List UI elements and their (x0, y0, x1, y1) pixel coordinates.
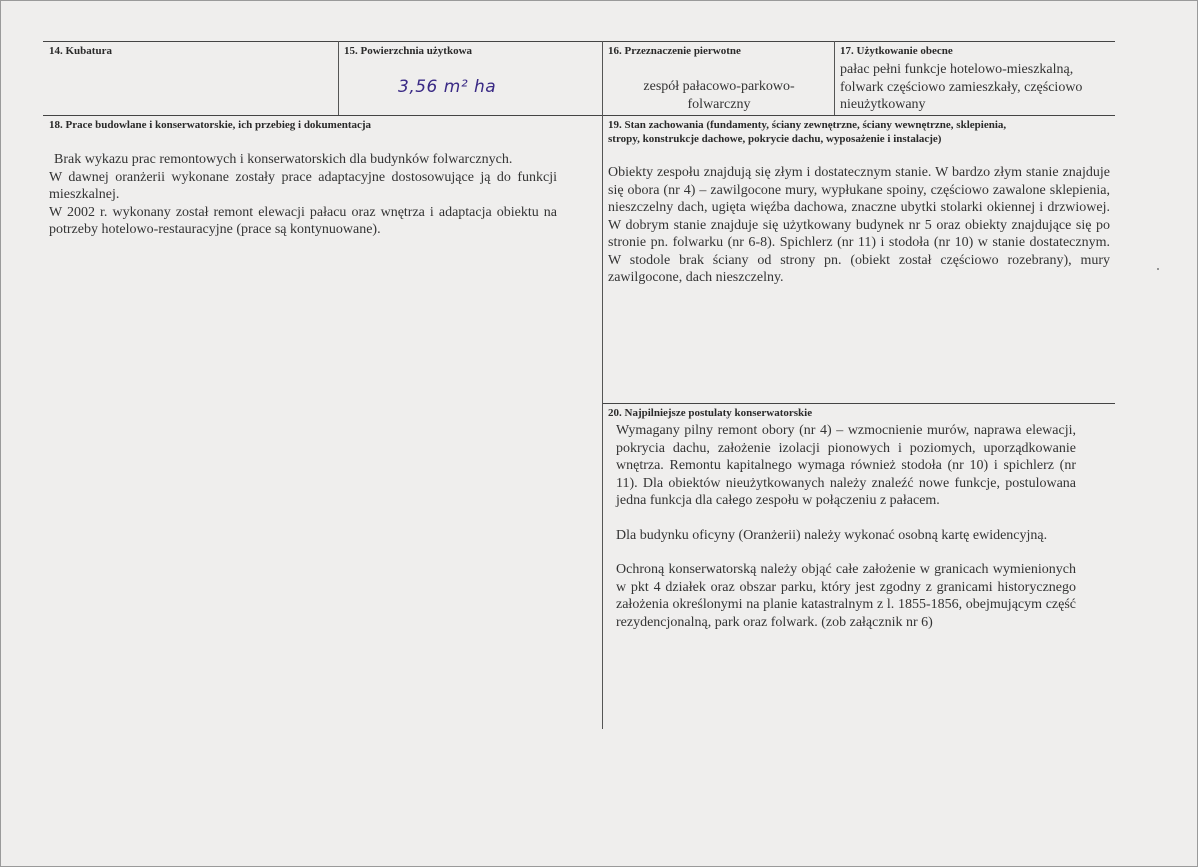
field-20-paragraph-2: Dla budynku oficyny (Oranżerii) należy wykonać osobną kartę ewidencyjną. (616, 527, 1048, 543)
col-divider-2 (602, 41, 603, 729)
col-divider-1 (338, 41, 339, 115)
field-17-label: 17. Użytkowanie obecne (840, 45, 953, 57)
row-divider (43, 115, 1115, 116)
field-15-label: 15. Powierzchnia użytkowa (344, 45, 473, 57)
field-19-label-line-1: 19. Stan zachowania (fundamenty, ściany zewnętrzne, ściany wewnętrzne, sklepienia, (608, 119, 1007, 131)
field-17-value: pałac pełni funkcje hotelowo-mieszkalną, folwark częściowo zamieszkały, częściowo nieużytkowany (840, 62, 1083, 112)
field-14-label: 14. Kubatura (49, 45, 112, 57)
field-20-text (616, 422, 1076, 631)
field-20-label: 20. Najpilniejsze postulaty konserwatorskie (608, 407, 813, 419)
field-18-paragraph-2: W dawnej oranżerii wykonane zostały prace adaptacyjne dostosowujące ją do funkcji mieszkalnej. (49, 169, 557, 202)
field-19-label-line-2: stropy, konstrukcje dachowe, pokrycie dachu, wyposażenie i instalacje) (608, 133, 942, 145)
section-20-rule (602, 403, 1115, 404)
scan-speck (1157, 268, 1159, 270)
field-19-text: Obiekty zespołu znajdują się złym i dostatecznym stanie. W bardzo złym stanie znajduje się obora (nr 4) – zawilgocone mury, wypłukane spoiny, częściowo zawalone sklepienia, nieszczelny dach, ugięta więźba dachowa, znaczne ubytki stolarki okiennej i drzwiowej. W dobrym stanie znajduje się użytkowany budynek nr 5 oraz obiekty znajdujące się po stronie pn. folwarku (nr 6-8). Spichlerz (nr 11) i stodoła (nr 10) w stanie dostatecznym. W stodole brak ściany od strony pn. (obiekt został częściowo rozebrany), mury zawilgocone, dach nieszczelny. (608, 165, 1110, 285)
top-rule (43, 41, 1115, 42)
field-18-paragraph-3: W 2002 r. wykonany został remont elewacji pałacu oraz wnętrza i adaptacja obiektu na potrzeby hotelowo-restauracyjne (prace są kontynuowane). (49, 204, 557, 237)
field-18-label: 18. Prace budowlane i konserwatorskie, ich przebieg i dokumentacja (49, 119, 372, 131)
field-16-label: 16. Przeznaczenie pierwotne (608, 45, 741, 57)
field-15-handwritten-value: 3,56 m² ha (398, 77, 497, 97)
field-20-paragraph-1: Wymagany pilny remont obory (nr 4) – wzmocnienie murów, naprawa elewacji, pokrycia dachu, założenie izolacji pionowych i poziomych, uporządkowanie wnętrza. Remontu kapitalnego wymaga również stodoła (nr 10) i spichlerz (nr 11). Dla obiektów nieużytkowanych należy znaleźć nowe funkcje, postulowana jedna funkcja dla całego zespołu w połączeniu z pałacem. (616, 423, 1076, 508)
field-20-paragraph-3: Ochroną konserwatorską należy objąć całe założenie w granicach wymienionych w pkt 4 działek oraz obszar parku, który jest zgodny z granicami historycznego założenia określonymi na planie katastralnym z l. 1855-1856, obejmującym część rezydencjonalną, park oraz folwark. (zob załącznik nr 6) (616, 562, 1076, 630)
field-16-value: zespół pałacowo-parkowo-folwarczny (643, 79, 795, 112)
field-18-text (49, 151, 557, 239)
col-divider-3 (834, 41, 835, 115)
field-18-paragraph-1: Brak wykazu prac remontowych i konserwatorskich dla budynków folwarcznych. (54, 152, 513, 167)
